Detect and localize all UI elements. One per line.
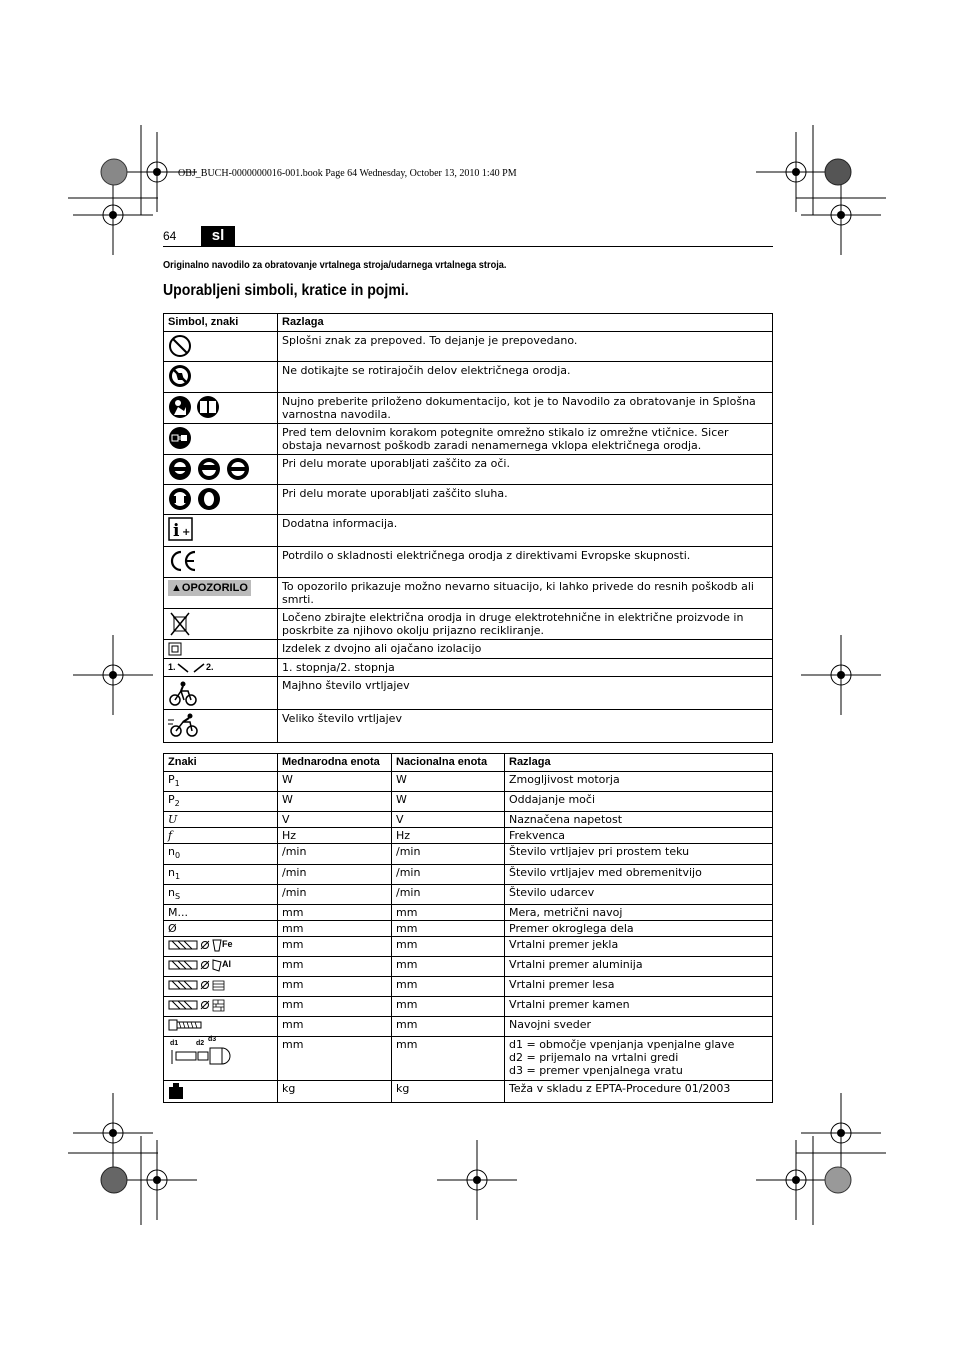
language-badge: sl — [201, 226, 235, 246]
weight-icon — [168, 1084, 184, 1097]
table-row — [164, 792, 773, 812]
row-text: 1. stopnja/2. stopnja — [278, 659, 773, 677]
intl-unit: kg — [278, 1080, 392, 1102]
drill-wood-icon — [168, 978, 226, 991]
national-unit: mm — [392, 976, 505, 996]
stage-one-label: 1. — [168, 662, 176, 672]
table-row — [164, 578, 773, 609]
row-text: Vrtalni premer aluminija — [505, 956, 773, 976]
row-text: Splošni znak za prepoved. To dejanje je prepovedano. — [278, 332, 773, 362]
sign: n — [168, 865, 175, 879]
table-row — [164, 884, 773, 904]
national-unit: kg — [392, 1080, 505, 1102]
intl-unit: /min — [278, 844, 392, 864]
low-speed-icon — [168, 686, 198, 699]
table-row — [164, 424, 773, 455]
crossed-bin-icon — [168, 617, 192, 630]
row-text: Število vrtljajev med obremenitvijo — [505, 864, 773, 884]
row-text: Mera, metrični navoj — [505, 904, 773, 920]
row-text: Vrtalni premer kamen — [505, 996, 773, 1016]
drill-aluminium-icon — [168, 959, 231, 969]
column-header: Znaki — [164, 754, 278, 772]
intl-unit: /min — [278, 864, 392, 884]
table-row — [164, 659, 773, 677]
column-header: Simbol, znaki — [164, 314, 278, 332]
row-text: Vrtalni premer lesa — [505, 976, 773, 996]
double-insulation-icon — [168, 642, 182, 655]
table-row — [164, 547, 773, 578]
intl-unit: mm — [278, 1016, 392, 1036]
units-table — [163, 753, 773, 1103]
table-row — [164, 1080, 773, 1102]
row-text: Ne dotikajte se rotirajočih delov električnega orodja. — [278, 362, 773, 393]
row-text: Dodatna informacija. — [278, 515, 773, 547]
ce-mark-icon — [168, 554, 198, 567]
sign: Ø — [168, 921, 177, 935]
national-unit: V — [392, 812, 505, 828]
intl-unit: W — [278, 792, 392, 812]
intl-unit: mm — [278, 936, 392, 956]
national-unit: W — [392, 792, 505, 812]
intl-unit: mm — [278, 1036, 392, 1080]
sign-subscript: S — [174, 891, 181, 901]
document-subtitle: Originalno navodilo za obratovanje vrtalnega stroja/udarnega vrtalnega stroja. — [163, 259, 507, 271]
intl-unit: W — [278, 772, 392, 792]
table-row — [164, 640, 773, 659]
text-line: d1 = območje vpenjanja vpenjalne glave — [509, 1037, 735, 1051]
national-unit: mm — [392, 996, 505, 1016]
header-rule — [163, 246, 773, 247]
column-header: Razlaga — [505, 754, 773, 772]
national-unit: W — [392, 772, 505, 792]
table-header-row — [164, 314, 773, 332]
national-unit: mm — [392, 1016, 505, 1036]
d3-label: d3 — [208, 1035, 217, 1043]
national-unit: /min — [392, 884, 505, 904]
no-touch-rotating-parts-icon — [168, 369, 192, 382]
row-text: Pred tem delovnim korakom potegnite omrežno stikalo iz omrežne vtičnice. Sicer obstaja nevarnost poškodb zaradi nenamernega vklopa električnega orodja. — [278, 424, 773, 455]
row-text: Pri delu morate uporabljati zaščito za oči. — [278, 455, 773, 485]
national-unit: /min — [392, 864, 505, 884]
material-label: Al — [222, 959, 231, 970]
row-text: Majhno število vrtljajev — [278, 677, 773, 710]
table-row — [164, 828, 773, 844]
table-row — [164, 677, 773, 710]
table-row — [164, 996, 773, 1016]
ear-protection-icon — [168, 492, 222, 505]
sign: n — [168, 845, 175, 859]
unplug-mains-icon — [168, 431, 192, 444]
print-info-line: OBJ_BUCH-0000000016-001.book Page 64 Wednesday, October 13, 2010 1:40 PM — [178, 168, 517, 179]
text-line: d3 = premer vpenjalnega vratu — [509, 1063, 683, 1077]
row-text: Naznačena napetost — [505, 812, 773, 828]
warning-label-text: OPOZORILO — [181, 582, 248, 594]
sign-subscript: 2 — [174, 799, 180, 809]
national-unit: mm — [392, 920, 505, 936]
national-unit: mm — [392, 936, 505, 956]
d1-label: d1 — [170, 1039, 179, 1047]
row-text: Število udarcev — [505, 884, 773, 904]
row-text: Oddajanje moči — [505, 792, 773, 812]
table-row — [164, 936, 773, 956]
national-unit: Hz — [392, 828, 505, 844]
stage-two-label: 2. — [206, 662, 214, 672]
warning-label — [168, 580, 251, 596]
sign: f — [168, 829, 173, 843]
row-text: Navojni sveder — [505, 1016, 773, 1036]
row-text: Število vrtljajev pri prostem teku — [505, 844, 773, 864]
row-text: Nujno preberite priloženo dokumentacijo, kot je to Navodilo za obratovanje in Splošna varnostna navodila. — [278, 393, 773, 424]
read-manual-icon — [168, 400, 220, 413]
page-number: 64 — [163, 229, 177, 243]
row-text: Frekvenca — [505, 828, 773, 844]
drill-steel-icon — [168, 939, 233, 949]
sign-subscript: 0 — [174, 851, 181, 861]
sign: n — [168, 885, 175, 899]
thread-drill-icon — [168, 1018, 202, 1031]
sign: M... — [168, 905, 188, 919]
text-line: d2 = prijemalo na vrtalni gredi — [509, 1050, 679, 1064]
row-text — [505, 1036, 773, 1080]
intl-unit: mm — [278, 996, 392, 1016]
national-unit: mm — [392, 1036, 505, 1080]
sign: P — [168, 773, 175, 786]
table-row — [164, 485, 773, 515]
intl-unit: mm — [278, 904, 392, 920]
table-row — [164, 455, 773, 485]
table-row — [164, 772, 773, 792]
prohibition-icon — [168, 339, 192, 352]
warning-triangle-icon: ▲ — [171, 582, 182, 594]
intl-unit: Hz — [278, 828, 392, 844]
d2-label: d2 — [196, 1039, 205, 1047]
column-header: Razlaga — [278, 314, 773, 332]
table-row — [164, 1016, 773, 1036]
high-speed-icon — [168, 719, 200, 732]
row-text: Pri delu morate uporabljati zaščito sluha. — [278, 485, 773, 515]
drill-stone-icon — [168, 998, 226, 1011]
intl-unit: V — [278, 812, 392, 828]
row-text: Veliko število vrtljajev — [278, 710, 773, 743]
info-icon — [168, 521, 194, 541]
chuck-dimensions-icon — [168, 1035, 232, 1068]
row-text: To opozorilo prikazuje možno nevarno situacijo, ki lahko privede do resnih poškodb ali smrti. — [278, 578, 773, 609]
intl-unit: /min — [278, 884, 392, 904]
row-text: Vrtalni premer jekla — [505, 936, 773, 956]
column-header: Mednarodna enota — [278, 754, 392, 772]
row-text: Izdelek z dvojno ali ojačano izolacijo — [278, 640, 773, 659]
row-text: Zmogljivost motorja — [505, 772, 773, 792]
table-row — [164, 1036, 773, 1080]
table-row — [164, 920, 773, 936]
eye-protection-icon — [168, 462, 250, 475]
table-row — [164, 864, 773, 884]
table-row — [164, 609, 773, 640]
table-header-row — [164, 754, 773, 772]
national-unit: /min — [392, 844, 505, 864]
intl-unit: mm — [278, 920, 392, 936]
sign: U — [168, 813, 178, 827]
sign-subscript: 1 — [174, 871, 181, 881]
table-row — [164, 332, 773, 362]
row-text: Premer okroglega dela — [505, 920, 773, 936]
row-text: Potrdilo o skladnosti električnega orodja z direktivami Evropske skupnosti. — [278, 547, 773, 578]
symbols-table — [163, 313, 773, 743]
gear-stage-icon — [168, 662, 214, 672]
sign-subscript: 1 — [174, 779, 180, 789]
table-row — [164, 710, 773, 743]
svg-text:+: + — [182, 527, 191, 538]
intl-unit: mm — [278, 956, 392, 976]
sign: P — [168, 793, 175, 807]
table-row — [164, 362, 773, 393]
svg-text:i: i — [173, 521, 180, 541]
section-heading: Uporabljeni simboli, kratice in pojmi. — [163, 282, 409, 299]
table-row — [164, 844, 773, 864]
table-row — [164, 956, 773, 976]
intl-unit: mm — [278, 976, 392, 996]
table-row — [164, 812, 773, 828]
table-row — [164, 515, 773, 547]
column-header: Nacionalna enota — [392, 754, 505, 772]
row-text: Teža v skladu z EPTA-Procedure 01/2003 — [505, 1080, 773, 1102]
row-text: Ločeno zbirajte električna orodja in druge elektrotehnične in električne proizvode in poskrbite za njihovo okolju prijazno recikliranje. — [278, 609, 773, 640]
national-unit: mm — [392, 904, 505, 920]
table-row — [164, 976, 773, 996]
material-label: Fe — [222, 939, 233, 950]
national-unit: mm — [392, 956, 505, 976]
table-row — [164, 904, 773, 920]
table-row — [164, 393, 773, 424]
